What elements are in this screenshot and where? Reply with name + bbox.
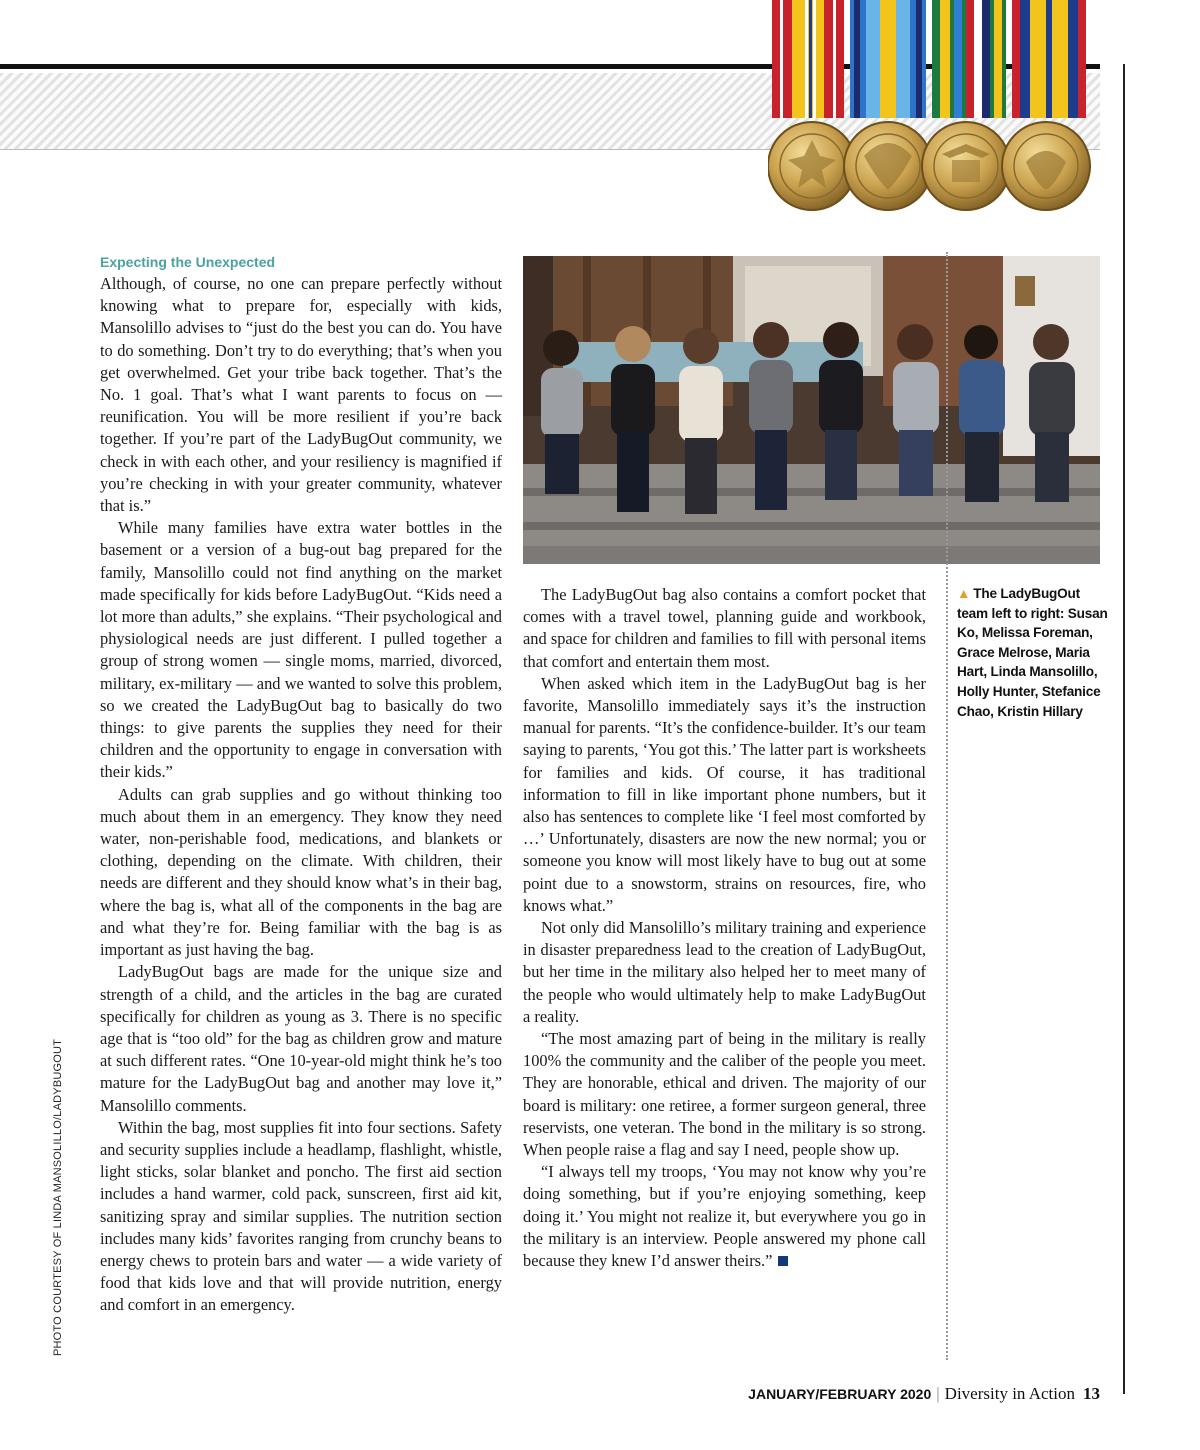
body-paragraph: The LadyBugOut bag also contains a comfort pocket that comes with a travel towel, planning guide and workbook, and space for children and families to fill with personal items that comfort and entertain them most. bbox=[523, 585, 926, 671]
footer-separator: | bbox=[936, 1384, 940, 1403]
page-number: 13 bbox=[1083, 1384, 1100, 1403]
body-paragraph: Within the bag, most supplies fit into four sections. Safety and security supplies include a headlamp, flashlight, whistle, light sticks, solar blanket and poncho. The first aid section includes a hand warmer, cold pack, sunscreen, first aid kit, sanitizing spray and similar supplies. The nutrition section includes many kids’ favorites ranging from crunchy beans to energy chews to protein bars and water — a wide variety of food that kids love and that will provide nutrition, energy and comfort in an emergency. bbox=[100, 1117, 502, 1315]
column-divider bbox=[946, 252, 948, 1360]
team-photo bbox=[523, 256, 1100, 564]
body-paragraph: Adults can grab supplies and go without thinking too much about them in an emergency. They know they need water, non-perishable food, medications, and blankets or clothing, depending on the climate. With children, their needs are different and they should know what’s in their bag, where the bag is, what all of the components in the bag are and what they’re for. Being familiar with the bag is as important as just having the bag. bbox=[100, 784, 502, 960]
final-paragraph-text: “I always tell my troops, ‘You may not know why you’re doing something, but if you’re enjoying something, keep doing it.’ You might not realize it, but everywhere you go in the military is an interview. People answered my phone call because they knew I’d answer theirs.” bbox=[523, 1162, 926, 1271]
body-paragraph-final bbox=[523, 1161, 926, 1272]
body-paragraph: Not only did Mansolillo’s military training and experience in disaster preparedness lead to the creation of LadyBugOut, but her time in the military also helped her to meet many of the people who would ultimately help to make LadyBugOut a reality. bbox=[523, 918, 926, 1026]
body-paragraph: Although, of course, no one can prepare perfectly without knowing what to prepare for, especially with kids, Mansolillo advises to “just do the best you can do. You have to do something. Don’t try to do everything; that’s when you get overwhelmed. Get your tribe back together. That’s the No. 1 goal. That’s what I want parents to focus on — reunification. You will be more resilient if you’re back together. If you’re part of the LadyBugOut community, we check in with each other, and your resiliency is magnified if you’re checking in with your greater community, whatever that is.” bbox=[100, 274, 502, 516]
medal-3 bbox=[922, 122, 1010, 210]
section-subhead: Expecting the Unexpected bbox=[100, 254, 276, 270]
body-paragraph: While many families have extra water bottles in the basement or a version of a bug-out bag prepared for the family, Mansolillo could not find anything on the market made specifically for kids before LadyBugOut. “Kids need a lot more than adults,” she explains. “Their psychological and physiological needs are just different. I pulled together a group of strong women — single moms, married, divorced, military, ex-military — and we wanted to solve this problem, so we created the LadyBugOut bag to basically do two things: to give parents the supplies they need for their children and the opportunity to engage in conversation with their kids.” bbox=[100, 518, 502, 782]
military-medals-illustration bbox=[768, 0, 1100, 218]
publication-name: Diversity in Action bbox=[944, 1384, 1075, 1403]
caption-triangle-icon: ▲ bbox=[957, 586, 971, 601]
caption-text: The LadyBugOut team left to right: Susan Ko, Melissa Foreman, Grace Melrose, Maria Hart, Linda Mansolillo, Holly Hunter, Stefanice Chao, Kristin Hillary bbox=[957, 586, 1108, 719]
photo-caption bbox=[957, 584, 1112, 721]
page-footer bbox=[748, 1384, 1100, 1404]
ribbon-3 bbox=[932, 0, 1006, 118]
body-paragraph: “The most amazing part of being in the military is really 100% the community and the caliber of the people you meet. They are honorable, ethical and driven. The majority of our board is military: one retiree, a former surgeon general, three reservists, one veteran. The bond in the military is so strong. When people raise a flag and say I need, people show up. bbox=[523, 1029, 926, 1160]
ribbon-4 bbox=[1012, 0, 1086, 118]
ribbon-1 bbox=[772, 0, 844, 118]
article-column-left bbox=[100, 252, 502, 1317]
right-margin-rule bbox=[1123, 64, 1125, 1394]
photo-credit: PHOTO COURTESY OF LINDA MANSOLILLO/LADYBUGOUT bbox=[52, 1038, 64, 1356]
issue-date: JANUARY/FEBRUARY 2020 bbox=[748, 1386, 932, 1402]
article-column-right bbox=[523, 584, 926, 1272]
body-paragraph: LadyBugOut bags are made for the unique size and strength of a child, and the articles in the bag are curated specifically for children as young as 3. There is no specific age that is “too old” for the bag as children grow and mature at such different rates. “One 10-year-old might think he’s too mature for the LadyBugOut bag and another may love it,” Mansolillo comments. bbox=[100, 962, 502, 1115]
body-paragraph: When asked which item in the LadyBugOut bag is her favorite, Mansolillo immediately says it’s the instruction manual for parents. “It’s the confidence-builder. It’s our team saying to parents, ‘You got this.’ The latter part is worksheets for families and kids. Of course, it has traditional information to fill in like important phone numbers, but it also has sentences to complete like ‘I feel most comforted by …’ Unfortunately, disasters are now the new normal; you or someone you know will most likely have to bug out at some point due to a snowstorm, strains on resources, fire, who knows what.” bbox=[523, 673, 926, 915]
ribbon-2 bbox=[850, 0, 926, 118]
medal-1 bbox=[768, 122, 856, 210]
end-mark-icon bbox=[778, 1256, 788, 1266]
medal-2 bbox=[844, 122, 932, 210]
medal-4 bbox=[1002, 122, 1090, 210]
